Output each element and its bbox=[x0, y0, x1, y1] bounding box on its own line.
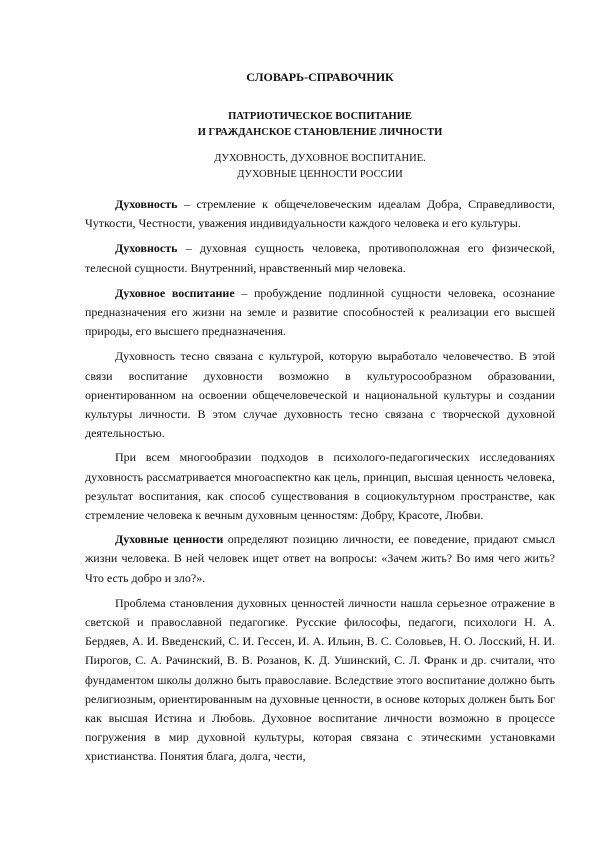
section-heading-line: ДУХОВНОСТЬ, ДУХОВНОЕ ВОСПИТАНИЕ. bbox=[214, 153, 426, 164]
paragraph-text: При всем многообразии подходов в психолого-педагогических исследованиях духовность рассматривается многоаспектно как цель, принцип, высшая ценность человека, результат воспитания, как способ существования в социокультурном пространстве, как стремление человека к вечным духовным ценностям: Добру, Красоте, Любви. bbox=[85, 450, 555, 523]
term: Духовное воспитание bbox=[115, 285, 235, 300]
term: Духовность bbox=[115, 197, 178, 211]
term: Духовность bbox=[115, 241, 178, 256]
paragraph-text: – духовная сущность человека, противоположная его физической, телесной сущности. Внутренний, нравственный мир человека. bbox=[85, 241, 555, 275]
paragraph bbox=[85, 347, 555, 443]
paragraph-text: Духовность тесно связана с культурой, которую выработало человечество. В этой связи воспитание духовности возможно в культуросообразном образовании, ориентированном на освоении общечеловеческой и национальной культуры и создании культуры личности. В этом случае духовность тесно связана с творческой духовной деятельностью. bbox=[85, 349, 555, 441]
paragraph-definition bbox=[85, 284, 555, 342]
document-title: СЛОВАРЬ-СПРАВОЧНИК bbox=[246, 70, 394, 84]
paragraph-text: – стремление к общечеловеческим идеалам Добра, Справедливости, Чуткости, Честности, уважения индивидуальности каждого человека и его культуры. bbox=[85, 197, 555, 231]
paragraph-text: Проблема становления духовных ценностей личности нашла серьезное отражение в светской и православной педагогике. Русские философы, педагоги, психологи Н. А. Бердяев, А. И. Введенский, С. И. Гессен, И. А. Ильин, В. С. Соловьев, Н. О. Лосский, Н. И. Пирогов, С. А. Рачинский, В. В. Розанов, К. Д. Ушинский, С. Л. Франк и др. считали, что фундаментом школы должно быть православие. Вследствие этого воспитание должно быть религиозным, ориентированным на духовные ценности, в основе которых должен быть Бог как высшая Истина и Любовь. Духовное воспитание личности возможно в процессе погружения в мир духовной культуры, которая связана с этическими установками христианства. Понятия блага, долга, чести, bbox=[85, 595, 555, 764]
paragraph-definition bbox=[85, 195, 555, 233]
paragraph-definition bbox=[85, 239, 555, 277]
document-subtitle bbox=[85, 109, 555, 141]
section-heading bbox=[85, 151, 555, 183]
paragraph-text: определяют позицию личности, ее поведение, придают смысл жизни человека. В ней человек ищет ответ на вопросы: «Зачем жить? Во имя чего жить? Что есть добро и зло?». bbox=[85, 532, 555, 585]
paragraph bbox=[85, 448, 555, 525]
subtitle-line: ПАТРИОТИЧЕСКОЕ ВОСПИТАНИЕ bbox=[228, 111, 412, 122]
subtitle-line: И ГРАЖДАНСКОЕ СТАНОВЛЕНИЕ ЛИЧНОСТИ bbox=[197, 127, 443, 138]
term: Духовные ценности bbox=[115, 532, 224, 547]
paragraph bbox=[85, 594, 555, 767]
paragraph-definition bbox=[85, 530, 555, 588]
section-heading-line: ДУХОВНЫЕ ЦЕННОСТИ РОССИИ bbox=[237, 169, 403, 180]
paragraph-text: – пробуждение подлинной сущности человека, осознание предназначения его жизни на земле и развитие способностей к реализации его высшей природы, его высшего предназначения. bbox=[85, 285, 556, 339]
